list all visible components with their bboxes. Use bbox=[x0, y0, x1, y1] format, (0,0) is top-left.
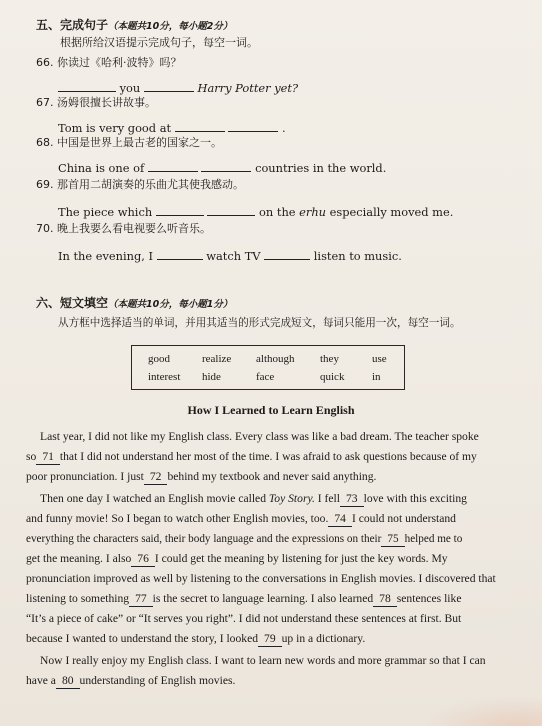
question-68-en-a: China is one of bbox=[58, 161, 145, 175]
passage-line: Now I really enjoy my English class. I want to learn new words and more grammar so that I can bbox=[40, 654, 486, 667]
passage-text: up in a dictionary. bbox=[281, 632, 366, 645]
movie-title: Toy Story. bbox=[268, 492, 315, 505]
answer-blank[interactable] bbox=[148, 160, 198, 172]
passage-text: because I wanted to understand the story, I looked bbox=[26, 632, 259, 645]
passage-line bbox=[26, 450, 477, 465]
word-box-item: hide bbox=[202, 371, 221, 383]
word-box-item: face bbox=[256, 371, 275, 383]
passage-line: pronunciation improved as well by listening to the conversations in English movies. I discovered that bbox=[26, 572, 496, 585]
answer-blank[interactable] bbox=[157, 248, 203, 260]
passage-line bbox=[26, 632, 365, 647]
answer-blank-71[interactable]: 71 bbox=[36, 450, 60, 465]
passage-text: get the meaning. I also bbox=[26, 552, 132, 565]
answer-blank[interactable] bbox=[175, 120, 225, 132]
passage-text: I could not understand bbox=[351, 512, 456, 525]
passage-text: that I did not understand her most of the time. I was afraid to ask questions because of my bbox=[59, 450, 477, 463]
passage-text: love with this exciting bbox=[363, 492, 467, 505]
question-69-en-b: especially moved me. bbox=[329, 205, 454, 219]
passage-text: is the secret to language learning. I also learned bbox=[152, 592, 374, 605]
question-67-cn: 67. 汤姆很擅长讲故事。 bbox=[36, 96, 156, 109]
answer-blank-74[interactable]: 74 bbox=[328, 512, 352, 527]
passage-line bbox=[26, 674, 235, 689]
passage-line bbox=[26, 470, 376, 485]
answer-blank-75[interactable]: 75 bbox=[381, 532, 404, 547]
answer-blank-80[interactable]: 80 bbox=[56, 674, 80, 689]
word-box-item: realize bbox=[202, 353, 232, 365]
question-69-cn: 69. 那首用二胡演奏的乐曲尤其使我感动。 bbox=[36, 178, 244, 191]
section6-instruction: 从方框中选择适当的单词，并用其适当的形式完成短文，每词只能用一次，每空一词。 bbox=[58, 317, 461, 329]
word-box-item: they bbox=[320, 353, 339, 365]
passage-text: behind my textbook and never said anything. bbox=[167, 470, 377, 483]
passage-text: helped me to bbox=[404, 533, 463, 545]
question-70-en bbox=[58, 248, 402, 263]
question-69-en bbox=[58, 204, 453, 219]
question-69-en-mid: on the bbox=[259, 205, 296, 219]
question-67-en-a: Tom is very good at bbox=[58, 121, 172, 135]
passage-line: Last year, I did not like my English class. Every class was like a bad dream. The teacher spoke bbox=[40, 430, 479, 443]
passage-line bbox=[26, 512, 456, 527]
section5-heading bbox=[36, 18, 232, 34]
question-68-en-b: countries in the world. bbox=[255, 161, 387, 175]
passage-text: listening to something bbox=[26, 592, 130, 605]
answer-blank[interactable] bbox=[156, 204, 204, 216]
question-66-cn: 66. 你读过《哈利·波特》吗？ bbox=[36, 56, 182, 69]
passage-text: Then one day I watched an English movie called bbox=[40, 492, 266, 505]
answer-blank[interactable] bbox=[264, 248, 310, 260]
section6-heading bbox=[36, 296, 232, 312]
question-66-en-b: Harry Potter yet? bbox=[197, 81, 299, 95]
question-70-en-a: In the evening, I bbox=[58, 249, 153, 263]
passage-text: I could get the meaning by listening for just the key words. My bbox=[154, 552, 448, 565]
answer-blank[interactable] bbox=[58, 80, 116, 92]
section5-instruction: 根据所给汉语提示完成句子，每空一词。 bbox=[60, 36, 258, 49]
question-70-en-mid: watch TV bbox=[206, 249, 261, 263]
passage-text: so bbox=[26, 450, 37, 463]
passage-text: everything the characters said, their body language and the expressions on their bbox=[26, 533, 382, 545]
question-68-cn: 68. 中国是世界上最古老的国家之一。 bbox=[36, 136, 222, 149]
passage-text: poor pronunciation. I just bbox=[26, 470, 144, 483]
question-67-en bbox=[58, 120, 286, 135]
section5-note: （本题共10分，每小题2分） bbox=[108, 21, 233, 32]
passage-line bbox=[26, 592, 461, 607]
answer-blank-73[interactable]: 73 bbox=[340, 492, 364, 507]
word-box-item: good bbox=[148, 353, 170, 365]
paper-stain bbox=[422, 696, 542, 726]
passage-text: understanding of English movies. bbox=[79, 674, 236, 687]
word-box-item: in bbox=[372, 371, 381, 383]
passage-title: How I Learned to Learn English bbox=[187, 403, 355, 417]
question-67-en-b: . bbox=[281, 121, 286, 135]
answer-blank[interactable] bbox=[228, 120, 278, 132]
passage-text: have a bbox=[26, 674, 56, 687]
word-box-item: interest bbox=[148, 371, 181, 383]
passage-line bbox=[26, 532, 462, 547]
word-box-item: although bbox=[256, 353, 295, 365]
answer-blank-76[interactable]: 76 bbox=[131, 552, 155, 567]
question-66-en bbox=[58, 80, 298, 95]
section6-heading-text: 六、短文填空 bbox=[36, 296, 109, 310]
answer-blank-79[interactable]: 79 bbox=[258, 632, 282, 647]
passage-text: sentences like bbox=[396, 592, 462, 605]
passage-line bbox=[40, 492, 467, 507]
question-70-en-b: listen to music. bbox=[313, 249, 402, 263]
section5-heading-text: 五、完成句子 bbox=[36, 18, 109, 32]
passage-line bbox=[26, 552, 448, 567]
section6-note: （本题共10分，每小题1分） bbox=[108, 299, 233, 310]
question-66-en-a: you bbox=[119, 81, 141, 95]
question-68-en bbox=[58, 160, 386, 175]
word-box-item: quick bbox=[320, 371, 345, 383]
answer-blank[interactable] bbox=[207, 204, 255, 216]
answer-blank-77[interactable]: 77 bbox=[129, 592, 153, 607]
question-70-cn: 70. 晚上我要么看电视要么听音乐。 bbox=[36, 222, 211, 235]
answer-blank[interactable] bbox=[144, 80, 194, 92]
question-69-en-italic: erhu bbox=[299, 205, 327, 219]
word-box-item: use bbox=[372, 353, 387, 365]
answer-blank-72[interactable]: 72 bbox=[144, 470, 168, 485]
passage-text: and funny movie! So I began to watch other English movies, too. bbox=[26, 512, 329, 525]
passage-line: “It’s a piece of cake” or “It serves you right”. I did not understand these sentences at first. But bbox=[26, 612, 462, 625]
passage-text: I fell bbox=[317, 492, 340, 505]
question-69-en-a: The piece which bbox=[58, 205, 153, 219]
answer-blank[interactable] bbox=[201, 160, 251, 172]
answer-blank-78[interactable]: 78 bbox=[373, 592, 397, 607]
word-box bbox=[131, 345, 405, 390]
